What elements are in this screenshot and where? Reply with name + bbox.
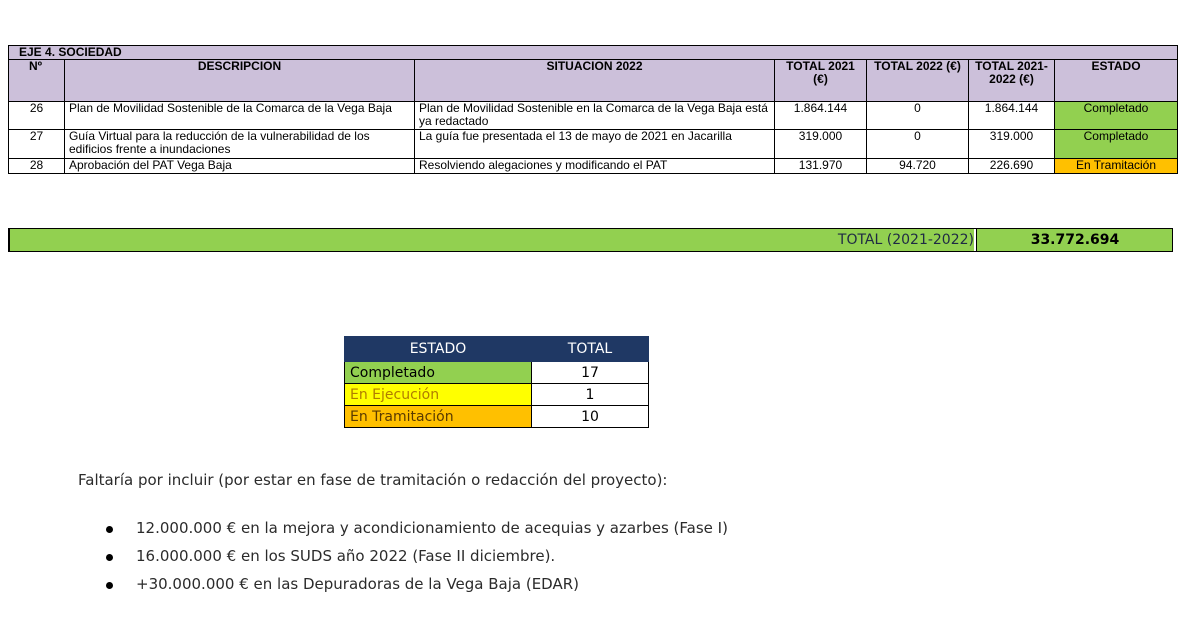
table-row — [9, 102, 1178, 130]
section-header-row — [9, 46, 1178, 60]
bullet-icon — [106, 554, 113, 561]
row-situacion: Plan de Movilidad Sostenible en la Comarca de la Vega Baja está ya redactado — [415, 102, 775, 130]
list-item-text: 16.000.000 € en los SUDS año 2022 (Fase II diciembre). — [136, 547, 556, 565]
status-label: Completado — [345, 362, 532, 384]
list-item-text: 12.000.000 € en la mejora y acondicionamiento de acequias y azarbes (Fase I) — [136, 519, 728, 537]
row-situacion: La guía fue presentada el 13 de mayo de 2021 en Jacarilla — [415, 130, 775, 159]
list-item-text: +30.000.000 € en las Depuradoras de la Vega Baja (EDAR) — [136, 575, 579, 593]
list-item — [100, 547, 728, 575]
row-descripcion: Aprobación del PAT Vega Baja — [65, 159, 415, 174]
col-header-num: Nº — [9, 60, 65, 102]
col-header-total-2021-2022: TOTAL 2021-2022 (€) — [969, 60, 1055, 102]
row-total-2022: 94.720 — [867, 159, 969, 174]
col-header-descripcion: DESCRIPCION — [65, 60, 415, 102]
pending-list — [100, 519, 728, 603]
row-descripcion: Plan de Movilidad Sostenible de la Comarca de la Vega Baja — [65, 102, 415, 130]
table-row — [9, 159, 1178, 174]
row-total-2021-2022: 319.000 — [969, 130, 1055, 159]
list-item — [100, 519, 728, 547]
bullet-icon — [106, 582, 113, 589]
row-total-2021: 131.970 — [775, 159, 867, 174]
row-total-2021-2022: 226.690 — [969, 159, 1055, 174]
row-total-2022: 0 — [867, 102, 969, 130]
grand-total-label: TOTAL (2021-2022) — [837, 232, 974, 248]
section-title: EJE 4. SOCIEDAD — [9, 46, 1178, 60]
grand-total-bar — [8, 228, 1173, 252]
status-col-header-estado: ESTADO — [345, 337, 532, 362]
status-summary-table — [344, 336, 649, 428]
col-header-total-2022: TOTAL 2022 (€) — [867, 60, 969, 102]
status-count: 17 — [532, 362, 649, 384]
row-total-2021: 319.000 — [775, 130, 867, 159]
status-label: En Tramitación — [345, 406, 532, 428]
status-count: 10 — [532, 406, 649, 428]
divider — [976, 229, 977, 251]
status-header-row — [345, 337, 649, 362]
status-count: 1 — [532, 384, 649, 406]
row-total-2022: 0 — [867, 130, 969, 159]
row-descripcion: Guía Virtual para la reducción de la vulnerabilidad de los edificios frente a inundaciones — [65, 130, 415, 159]
col-header-total-2021: TOTAL 2021 (€) — [775, 60, 867, 102]
status-badge: En Tramitación — [1055, 159, 1178, 174]
row-total-2021-2022: 1.864.144 — [969, 102, 1055, 130]
row-number: 27 — [9, 130, 65, 159]
projects-table — [8, 45, 1178, 174]
column-header-row — [9, 60, 1178, 102]
list-item — [100, 575, 728, 603]
status-badge: Completado — [1055, 102, 1178, 130]
row-number: 26 — [9, 102, 65, 130]
table-row — [9, 130, 1178, 159]
col-header-situacion: SITUACION 2022 — [415, 60, 775, 102]
table-row — [345, 406, 649, 428]
grand-total-value: 33.772.694 — [1030, 232, 1120, 248]
col-header-estado: ESTADO — [1055, 60, 1178, 102]
row-situacion: Resolviendo alegaciones y modificando el PAT — [415, 159, 775, 174]
status-label: En Ejecución — [345, 384, 532, 406]
row-number: 28 — [9, 159, 65, 174]
status-badge: Completado — [1055, 130, 1178, 159]
status-col-header-total: TOTAL — [532, 337, 649, 362]
pending-note: Faltaría por incluir (por estar en fase de tramitación o redacción del proyecto): — [78, 471, 668, 489]
table-row — [345, 384, 649, 406]
bullet-icon — [106, 526, 113, 533]
row-total-2021: 1.864.144 — [775, 102, 867, 130]
table-row — [345, 362, 649, 384]
